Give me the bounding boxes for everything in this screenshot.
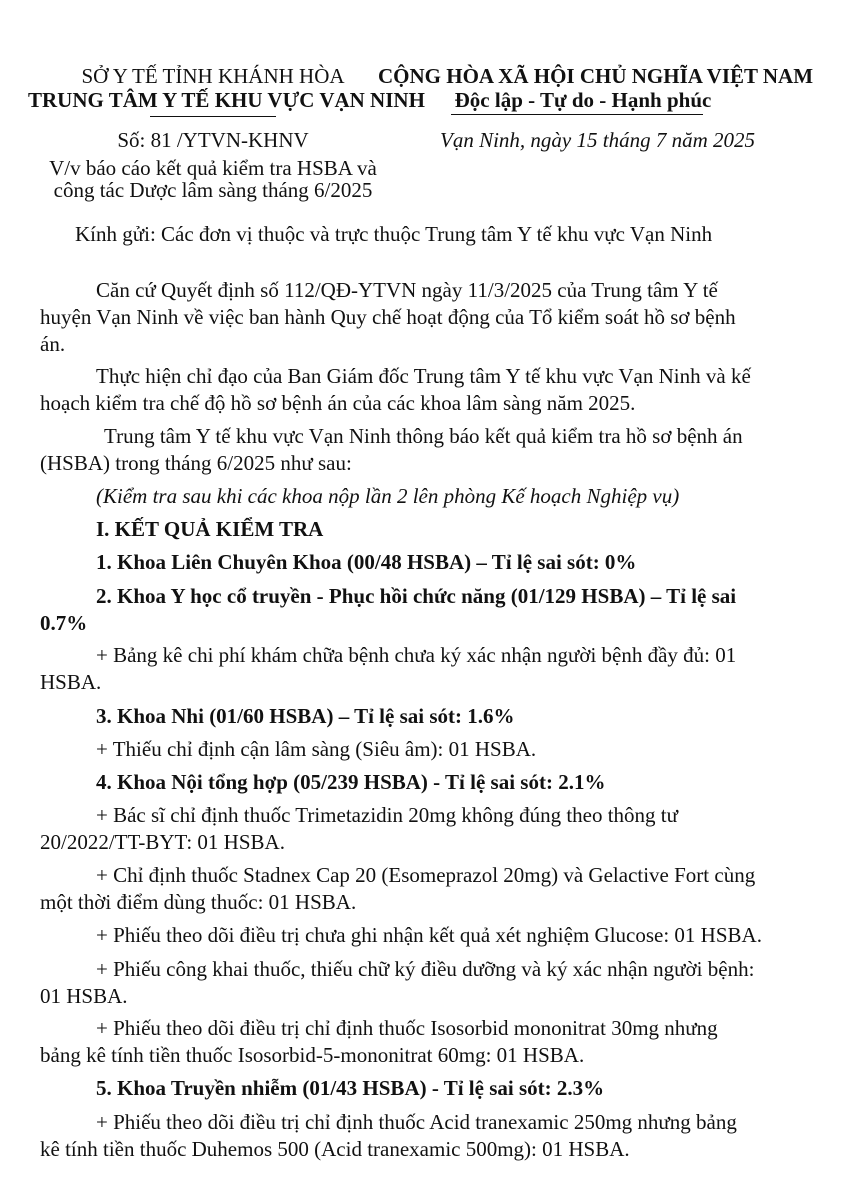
- dept-2-detail-1-line1: + Bảng kê chi phí khám chữa bệnh chưa ký xác nhận người bệnh đầy đủ: 01: [96, 643, 737, 667]
- dept-4-detail-3: + Phiếu theo dõi điều trị chưa ghi nhận kết quả xét nghiệm Glucose: 01 HSBA.: [96, 923, 762, 947]
- dept-4-detail-4-line1: + Phiếu công khai thuốc, thiếu chữ ký điều dưỡng và ký xác nhận người bệnh:: [96, 957, 755, 981]
- dept-5-detail-1-line2: kê tính tiền thuốc Duhemos 500 (Acid tranexamic 500mg): 01 HSBA.: [40, 1137, 630, 1161]
- dept-3-heading: 3. Khoa Nhi (01/60 HSBA) – Tỉ lệ sai sót: 1.6%: [96, 704, 515, 728]
- org-underline: [150, 116, 276, 117]
- dept-4-detail-2-line2: một thời điểm dùng thuốc: 01 HSBA.: [40, 890, 357, 914]
- intro-p3-line1: Trung tâm Y tế khu vực Vạn Ninh thông báo kết quả kiểm tra hồ sơ bệnh án: [104, 424, 743, 448]
- dept-1-heading: 1. Khoa Liên Chuyên Khoa (00/48 HSBA) – Tỉ lệ sai sót: 0%: [96, 550, 637, 574]
- intro-p2-line2: hoạch kiểm tra chế độ hồ sơ bệnh án của các khoa lâm sàng năm 2025.: [40, 391, 636, 415]
- dept-3-detail-1: + Thiếu chỉ định cận lâm sàng (Siêu âm): 01 HSBA.: [96, 737, 537, 761]
- intro-p1-line1: Căn cứ Quyết định số 112/QĐ-YTVN ngày 11/3/2025 của Trung tâm Y tế: [96, 278, 718, 302]
- dept-4-detail-1-line1: + Bác sĩ chỉ định thuốc Trimetazidin 20mg không đúng theo thông tư: [96, 803, 679, 827]
- dept-4-detail-4-line2: 01 HSBA.: [40, 984, 128, 1008]
- org-parent: SỞ Y TẾ TỈNH KHÁNH HÒA: [81, 64, 345, 88]
- dept-4-detail-1-line2: 20/2022/TT-BYT: 01 HSBA.: [40, 830, 285, 854]
- section-title: I. KẾT QUẢ KIỂM TRA: [96, 517, 324, 541]
- intro-p2-line1: Thực hiện chỉ đạo của Ban Giám đốc Trung tâm Y tế khu vực Vạn Ninh và kế: [96, 364, 751, 388]
- dept-5-heading: 5. Khoa Truyền nhiễm (01/43 HSBA) - Tỉ lệ sai sót: 2.3%: [96, 1076, 605, 1100]
- intro-p1-line3: án.: [40, 332, 66, 356]
- intro-p1-line2: huyện Vạn Ninh về việc ban hành Quy chế hoạt động của Tổ kiểm soát hồ sơ bệnh: [40, 305, 736, 329]
- dept-4-detail-2-line1: + Chỉ định thuốc Stadnex Cap 20 (Esomeprazol 20mg) và Gelactive Fort cùng: [96, 863, 756, 887]
- motto-underline: [451, 114, 703, 115]
- org-name: TRUNG TÂM Y TẾ KHU VỰC VẠN NINH: [28, 88, 425, 112]
- inspection-note: (Kiểm tra sau khi các khoa nộp lần 2 lên phòng Kế hoạch Nghiệp vụ): [96, 484, 680, 508]
- place-date: Vạn Ninh, ngày 15 tháng 7 năm 2025: [440, 128, 755, 152]
- motto: Độc lập - Tự do - Hạnh phúc: [454, 88, 712, 112]
- dept-4-heading: 4. Khoa Nội tổng hợp (05/239 HSBA) - Tỉ lệ sai sót: 2.1%: [96, 770, 606, 794]
- dept-4-detail-5-line2: bảng kê tính tiền thuốc Isosorbid-5-mononitrat 60mg: 01 HSBA.: [40, 1043, 585, 1067]
- doc-number: Số: 81 /YTVN-KHNV: [117, 128, 309, 152]
- intro-p3-line2: (HSBA) trong tháng 6/2025 như sau:: [40, 451, 352, 475]
- subject-line-2: công tác Dược lâm sàng tháng 6/2025: [53, 178, 373, 202]
- nation-title: CỘNG HÒA XÃ HỘI CHỦ NGHĨA VIỆT NAM: [378, 64, 814, 88]
- dept-4-detail-5-line1: + Phiếu theo dõi điều trị chỉ định thuốc Isosorbid mononitrat 30mg nhưng: [96, 1016, 718, 1040]
- dept-2-heading-line2: 0.7%: [40, 611, 88, 635]
- dept-5-detail-1-line1: + Phiếu theo dõi điều trị chỉ định thuốc Acid tranexamic 250mg nhưng bảng: [96, 1110, 737, 1134]
- subject-line-1: V/v báo cáo kết quả kiểm tra HSBA và: [49, 156, 377, 180]
- recipient: Kính gửi: Các đơn vị thuộc và trực thuộc Trung tâm Y tế khu vực Vạn Ninh: [75, 222, 713, 246]
- dept-2-heading-line1: 2. Khoa Y học cổ truyền - Phục hồi chức năng (01/129 HSBA) – Tỉ lệ sai: [96, 584, 737, 608]
- dept-2-detail-1-line2: HSBA.: [40, 670, 102, 694]
